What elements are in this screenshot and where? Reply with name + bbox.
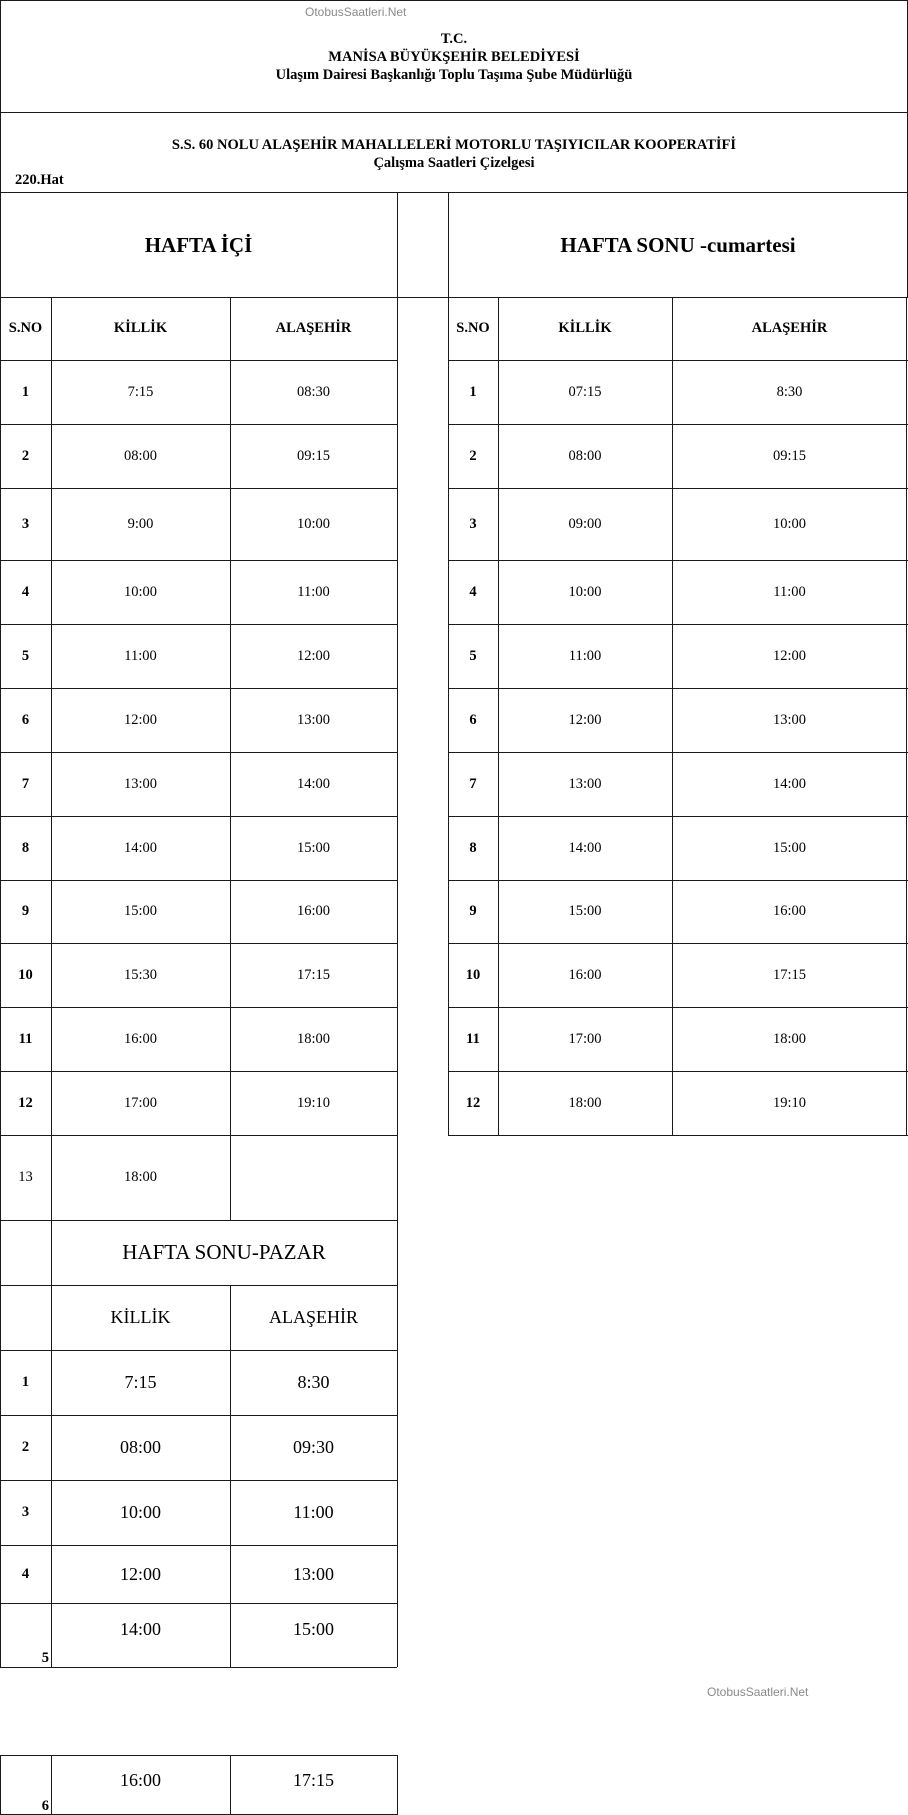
header-divider (0, 112, 908, 113)
alasehir-time: 08:30 (296, 383, 331, 400)
killik-time: 16:00 (123, 1030, 158, 1047)
alasehir-time: 15:00 (292, 1618, 334, 1639)
col-header-alasehir: ALAŞEHİR (751, 320, 828, 336)
row-number: 12 (18, 1094, 33, 1111)
killik-time: 15:30 (123, 966, 158, 983)
row-number: 7 (21, 775, 30, 792)
alasehir-time: 16:00 (296, 903, 331, 919)
killik-time: 14:00 (568, 839, 602, 856)
alasehir-time: 11:00 (297, 583, 330, 600)
col-header-killik: KİLLİK (558, 320, 612, 336)
col-header-killik: KİLLİK (110, 1307, 171, 1327)
alasehir-time: 11:00 (773, 583, 806, 600)
row-number: 11 (466, 1030, 480, 1047)
row-number: 8 (469, 839, 477, 856)
alasehir-time: 13:00 (296, 711, 331, 728)
row-line (448, 816, 908, 817)
killik-time: 14:00 (123, 839, 158, 856)
alasehir-time: 10:00 (772, 515, 807, 532)
row-line (448, 624, 908, 625)
alasehir-time: 09:15 (296, 447, 331, 464)
alasehir-time: 11:00 (293, 1502, 334, 1522)
killik-time: 09:00 (568, 515, 602, 532)
row-number: 4 (469, 583, 477, 600)
alasehir-time: 18:00 (296, 1030, 331, 1047)
col-line (498, 297, 499, 1135)
alasehir-time: 14:00 (296, 775, 331, 792)
row-line (0, 624, 397, 625)
row-line (448, 488, 908, 489)
header-department: Ulaşım Dairesi Başkanlığı Toplu Taşıma Şube Müdürlüğü (275, 67, 633, 83)
row-number: 9 (469, 903, 477, 919)
killik-time: 18:00 (123, 1169, 158, 1185)
header-tc: T.C. (440, 31, 468, 47)
watermark-top: OtobusSaatleri.Net (305, 5, 407, 19)
row-number: 1 (21, 1374, 30, 1390)
killik-time: 11:00 (124, 647, 157, 664)
alasehir-time: 09:15 (772, 447, 807, 464)
row-line (448, 1135, 908, 1136)
killik-time: 16:00 (119, 1769, 161, 1790)
row-number: 1 (21, 383, 30, 400)
row-line (448, 560, 908, 561)
row-line (0, 752, 397, 753)
row-number: 5 (21, 647, 30, 664)
row-line (0, 297, 397, 298)
row-number: 4 (21, 583, 30, 600)
killik-time: 17:00 (123, 1094, 158, 1111)
row-line (0, 943, 397, 944)
row-number: 7 (469, 775, 477, 792)
killik-time: 12:00 (119, 1563, 161, 1584)
row-line (0, 1007, 397, 1008)
killik-time: 7:15 (127, 383, 154, 400)
killik-time: 14:00 (119, 1618, 161, 1639)
killik-time: 10:00 (123, 583, 158, 600)
killik-time: 08:00 (568, 447, 602, 464)
alasehir-time: 8:30 (297, 1372, 330, 1392)
row-number: 6 (21, 711, 30, 728)
cooperative-header (0, 136, 908, 172)
col-line (906, 297, 907, 1135)
killik-time: 12:00 (123, 711, 158, 728)
row-line (0, 424, 397, 425)
alasehir-time (230, 1135, 397, 1220)
row-number: 10 (18, 966, 33, 983)
killik-time: 08:00 (123, 447, 158, 464)
row-line (448, 880, 908, 881)
alasehir-time: 17:15 (292, 1769, 334, 1790)
alasehir-time: 15:00 (296, 839, 331, 856)
killik-time: 15:00 (123, 903, 158, 919)
row-number: 3 (21, 1504, 30, 1520)
row-line (0, 816, 397, 817)
sunday-title: HAFTA SONU-PAZAR (122, 1240, 326, 1264)
alasehir-time: 15:00 (772, 839, 807, 856)
row-number: 5 (41, 1650, 49, 1666)
alasehir-time: 17:15 (296, 966, 331, 983)
row-number: 9 (21, 903, 30, 919)
weekday-title: HAFTA İÇİ (144, 232, 253, 257)
saturday-title: HAFTA SONU -cumartesi (560, 232, 796, 257)
alasehir-time: 19:10 (296, 1094, 331, 1111)
killik-time: 7:15 (124, 1372, 157, 1392)
org-header (0, 30, 908, 84)
killik-time: 9:00 (127, 515, 154, 532)
killik-time: 11:00 (568, 647, 602, 664)
row-line (448, 297, 908, 298)
row-number: 1 (469, 383, 477, 400)
row-line (0, 1135, 397, 1136)
killik-time: 13:00 (568, 775, 602, 792)
killik-time: 16:00 (568, 966, 602, 983)
alasehir-time: 13:00 (292, 1563, 334, 1584)
row-number: 3 (21, 515, 30, 532)
row-line (448, 943, 908, 944)
killik-time: 08:00 (119, 1437, 161, 1457)
row-line (0, 688, 397, 689)
row-line (448, 424, 908, 425)
schedule-subtitle: Çalışma Saatleri Çizelgesi (373, 155, 535, 171)
weekday-right-border (397, 192, 398, 1220)
row-number: 2 (21, 447, 30, 464)
row-line (448, 688, 908, 689)
alasehir-time: 19:10 (772, 1094, 807, 1111)
row-number: 2 (21, 1439, 30, 1455)
col-header-sno: S.NO (8, 320, 43, 336)
alasehir-time: 14:00 (772, 775, 807, 792)
killik-time: 10:00 (568, 583, 602, 600)
alasehir-time: 18:00 (772, 1030, 807, 1047)
row-number: 13 (18, 1169, 33, 1185)
col-line (51, 297, 52, 1220)
row-line (448, 752, 908, 753)
killik-time: 18:00 (568, 1094, 602, 1111)
row-line (0, 880, 397, 881)
row-number: 11 (18, 1030, 33, 1047)
col-line (397, 1755, 398, 1815)
col-line (397, 1220, 398, 1667)
alasehir-time: 10:00 (296, 515, 331, 532)
row-number: 2 (469, 447, 477, 464)
alasehir-time: 12:00 (772, 647, 807, 664)
col-header-sno: S.NO (456, 320, 490, 336)
row-number: 5 (469, 647, 477, 664)
col-header-blank (0, 1285, 51, 1350)
row-line (0, 488, 397, 489)
row-number: 8 (21, 839, 30, 856)
row-line (448, 360, 908, 361)
col-header-killik: KİLLİK (113, 320, 168, 336)
killik-time: 17:00 (568, 1030, 602, 1047)
killik-time: 10:00 (119, 1502, 161, 1522)
row-number: 3 (469, 515, 477, 532)
row-line (448, 1007, 908, 1008)
row-number: 12 (465, 1094, 481, 1111)
row-line (0, 1071, 397, 1072)
col-header-alasehir: ALAŞEHİR (275, 320, 352, 336)
col-line (672, 297, 673, 1135)
killik-time: 07:15 (568, 383, 602, 400)
killik-time: 15:00 (568, 903, 602, 919)
row-line (0, 1667, 397, 1668)
alasehir-time: 09:30 (292, 1437, 334, 1457)
header-municipality: MANİSA BÜYÜKŞEHİR BELEDİYESİ (328, 49, 580, 65)
alasehir-time: 17:15 (772, 966, 807, 983)
alasehir-time: 8:30 (776, 383, 803, 400)
col-line (0, 297, 1, 1220)
row-number: 10 (465, 966, 481, 983)
row-line (0, 360, 397, 361)
watermark-bottom: OtobusSaatleri.Net (707, 1685, 809, 1699)
route-number: 220.Hat (15, 172, 64, 188)
row-number: 4 (21, 1565, 30, 1582)
row-line (448, 1071, 908, 1072)
killik-time: 12:00 (568, 711, 602, 728)
alasehir-time: 16:00 (772, 903, 807, 919)
col-line (230, 297, 231, 1220)
alasehir-time: 12:00 (296, 647, 331, 664)
row-number: 6 (469, 711, 477, 728)
col-header-alasehir: ALAŞEHİR (269, 1307, 358, 1327)
row-line (0, 560, 397, 561)
alasehir-time: 13:00 (772, 711, 807, 728)
cooperative-name: S.S. 60 NOLU ALAŞEHİR MAHALLELERİ MOTORLU TAŞIYICILAR KOOPERATİFİ (171, 137, 737, 153)
row-number: 6 (41, 1798, 49, 1814)
killik-time: 13:00 (123, 775, 158, 792)
